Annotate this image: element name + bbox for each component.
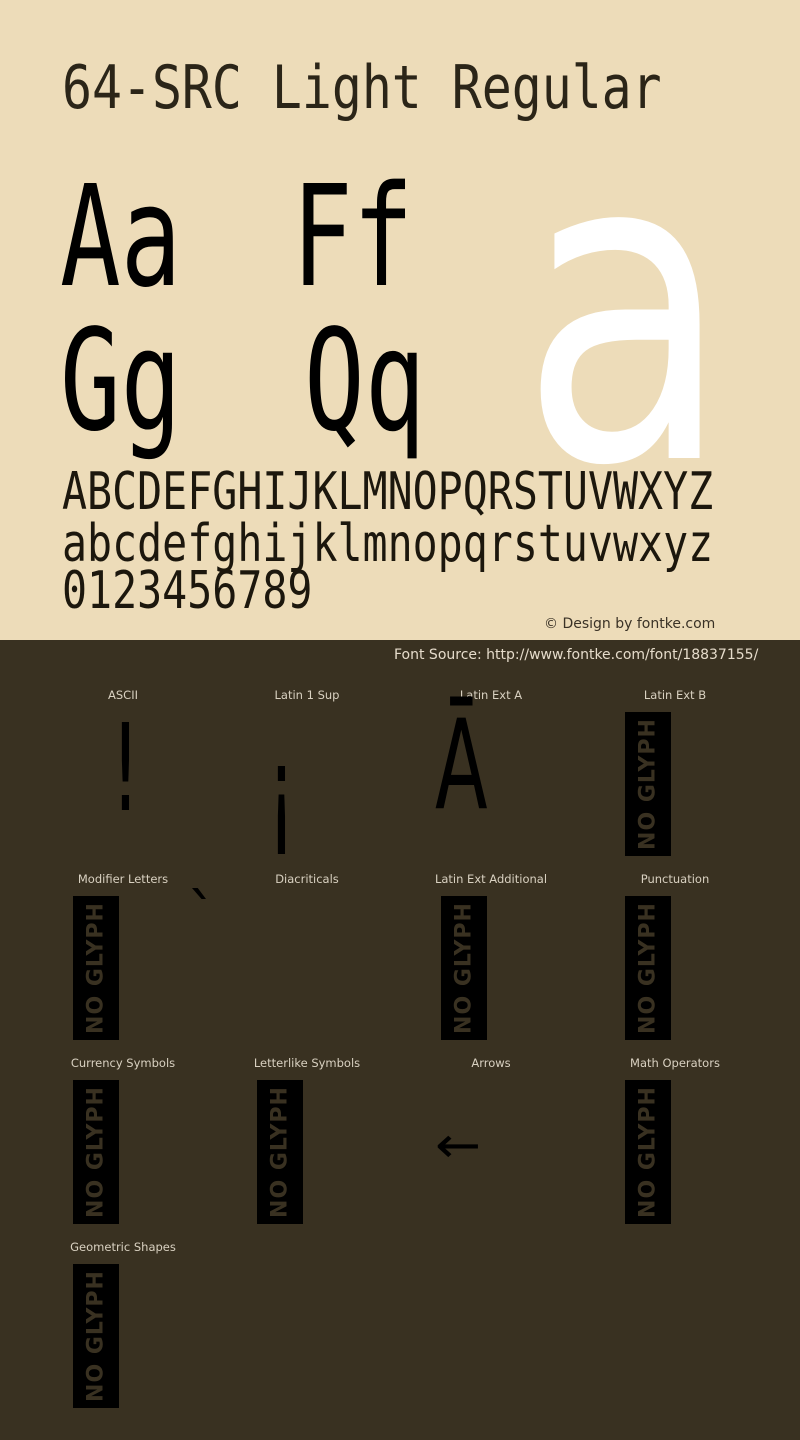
glyph-inverted-exclamation: ¡ <box>267 722 296 861</box>
block-diacriticals <box>187 864 399 1048</box>
large-sample-letter: a <box>520 60 731 560</box>
no-glyph-icon: NO GLYPH <box>625 1080 671 1224</box>
block-latin-ext-additional <box>399 864 583 1048</box>
specimen-panel <box>0 0 800 640</box>
block-label: ASCII <box>108 688 138 702</box>
block-label: Punctuation <box>640 872 710 886</box>
glyph-exclamation: ! <box>111 700 140 839</box>
left-arrow-icon: ← <box>435 1116 482 1174</box>
glyph-a-macron: Ā <box>435 694 488 838</box>
glyph-pair-aa: Aa <box>60 156 182 319</box>
block-label: Currency Symbols <box>70 1056 176 1070</box>
uppercase-alphabet: ABCDEFGHIJKLMNOPQRSTUVWXYZ <box>62 462 714 522</box>
block-label: Arrows <box>471 1056 511 1070</box>
block-label: Latin 1 Sup <box>274 688 340 702</box>
no-glyph-icon: NO GLYPH <box>625 712 671 856</box>
block-latin-1-sup <box>215 680 399 864</box>
block-geometric-shapes <box>31 1232 215 1416</box>
block-arrows <box>399 1048 583 1232</box>
block-label: Math Operators <box>630 1056 720 1070</box>
no-glyph-icon: NO GLYPH <box>441 896 487 1040</box>
no-glyph-icon: NO GLYPH <box>73 896 119 1040</box>
glyph-pair-ff: Ff <box>292 156 414 319</box>
block-label: Latin Ext A <box>459 688 523 702</box>
digits: 0123456789 <box>62 561 313 621</box>
block-label: Letterlike Symbols <box>253 1056 361 1070</box>
block-latin-ext-a <box>399 680 583 864</box>
glyph-pair-gg: Gg <box>60 300 182 463</box>
design-credit: © Design by fontke.com <box>544 616 716 632</box>
block-label: Latin Ext Additional <box>434 872 548 886</box>
lowercase-alphabet: abcdefghijklmnopqrstuvwxyz <box>62 514 714 574</box>
glyph-pair-qq: Qq <box>304 300 426 463</box>
no-glyph-icon: NO GLYPH <box>73 1080 119 1224</box>
block-punctuation <box>583 864 767 1048</box>
block-label: Geometric Shapes <box>70 1240 176 1254</box>
block-latin-ext-b <box>583 680 767 864</box>
no-glyph-icon: NO GLYPH <box>625 896 671 1040</box>
block-label: Modifier Letters <box>77 872 169 886</box>
no-glyph-icon: NO GLYPH <box>73 1264 119 1408</box>
block-currency-symbols <box>31 1048 215 1232</box>
block-letterlike-symbols <box>215 1048 399 1232</box>
block-label: Latin Ext B <box>643 688 707 702</box>
block-ascii <box>31 680 215 864</box>
glyph-grave-accent: ` <box>187 881 217 951</box>
no-glyph-icon: NO GLYPH <box>257 1080 303 1224</box>
font-source-link[interactable]: Font Source: http://www.fontke.com/font/18837155/ <box>394 647 759 663</box>
font-title: 64-SRC Light Regular <box>62 53 662 123</box>
block-math-operators <box>583 1048 767 1232</box>
block-label: Diacriticals <box>275 872 339 886</box>
